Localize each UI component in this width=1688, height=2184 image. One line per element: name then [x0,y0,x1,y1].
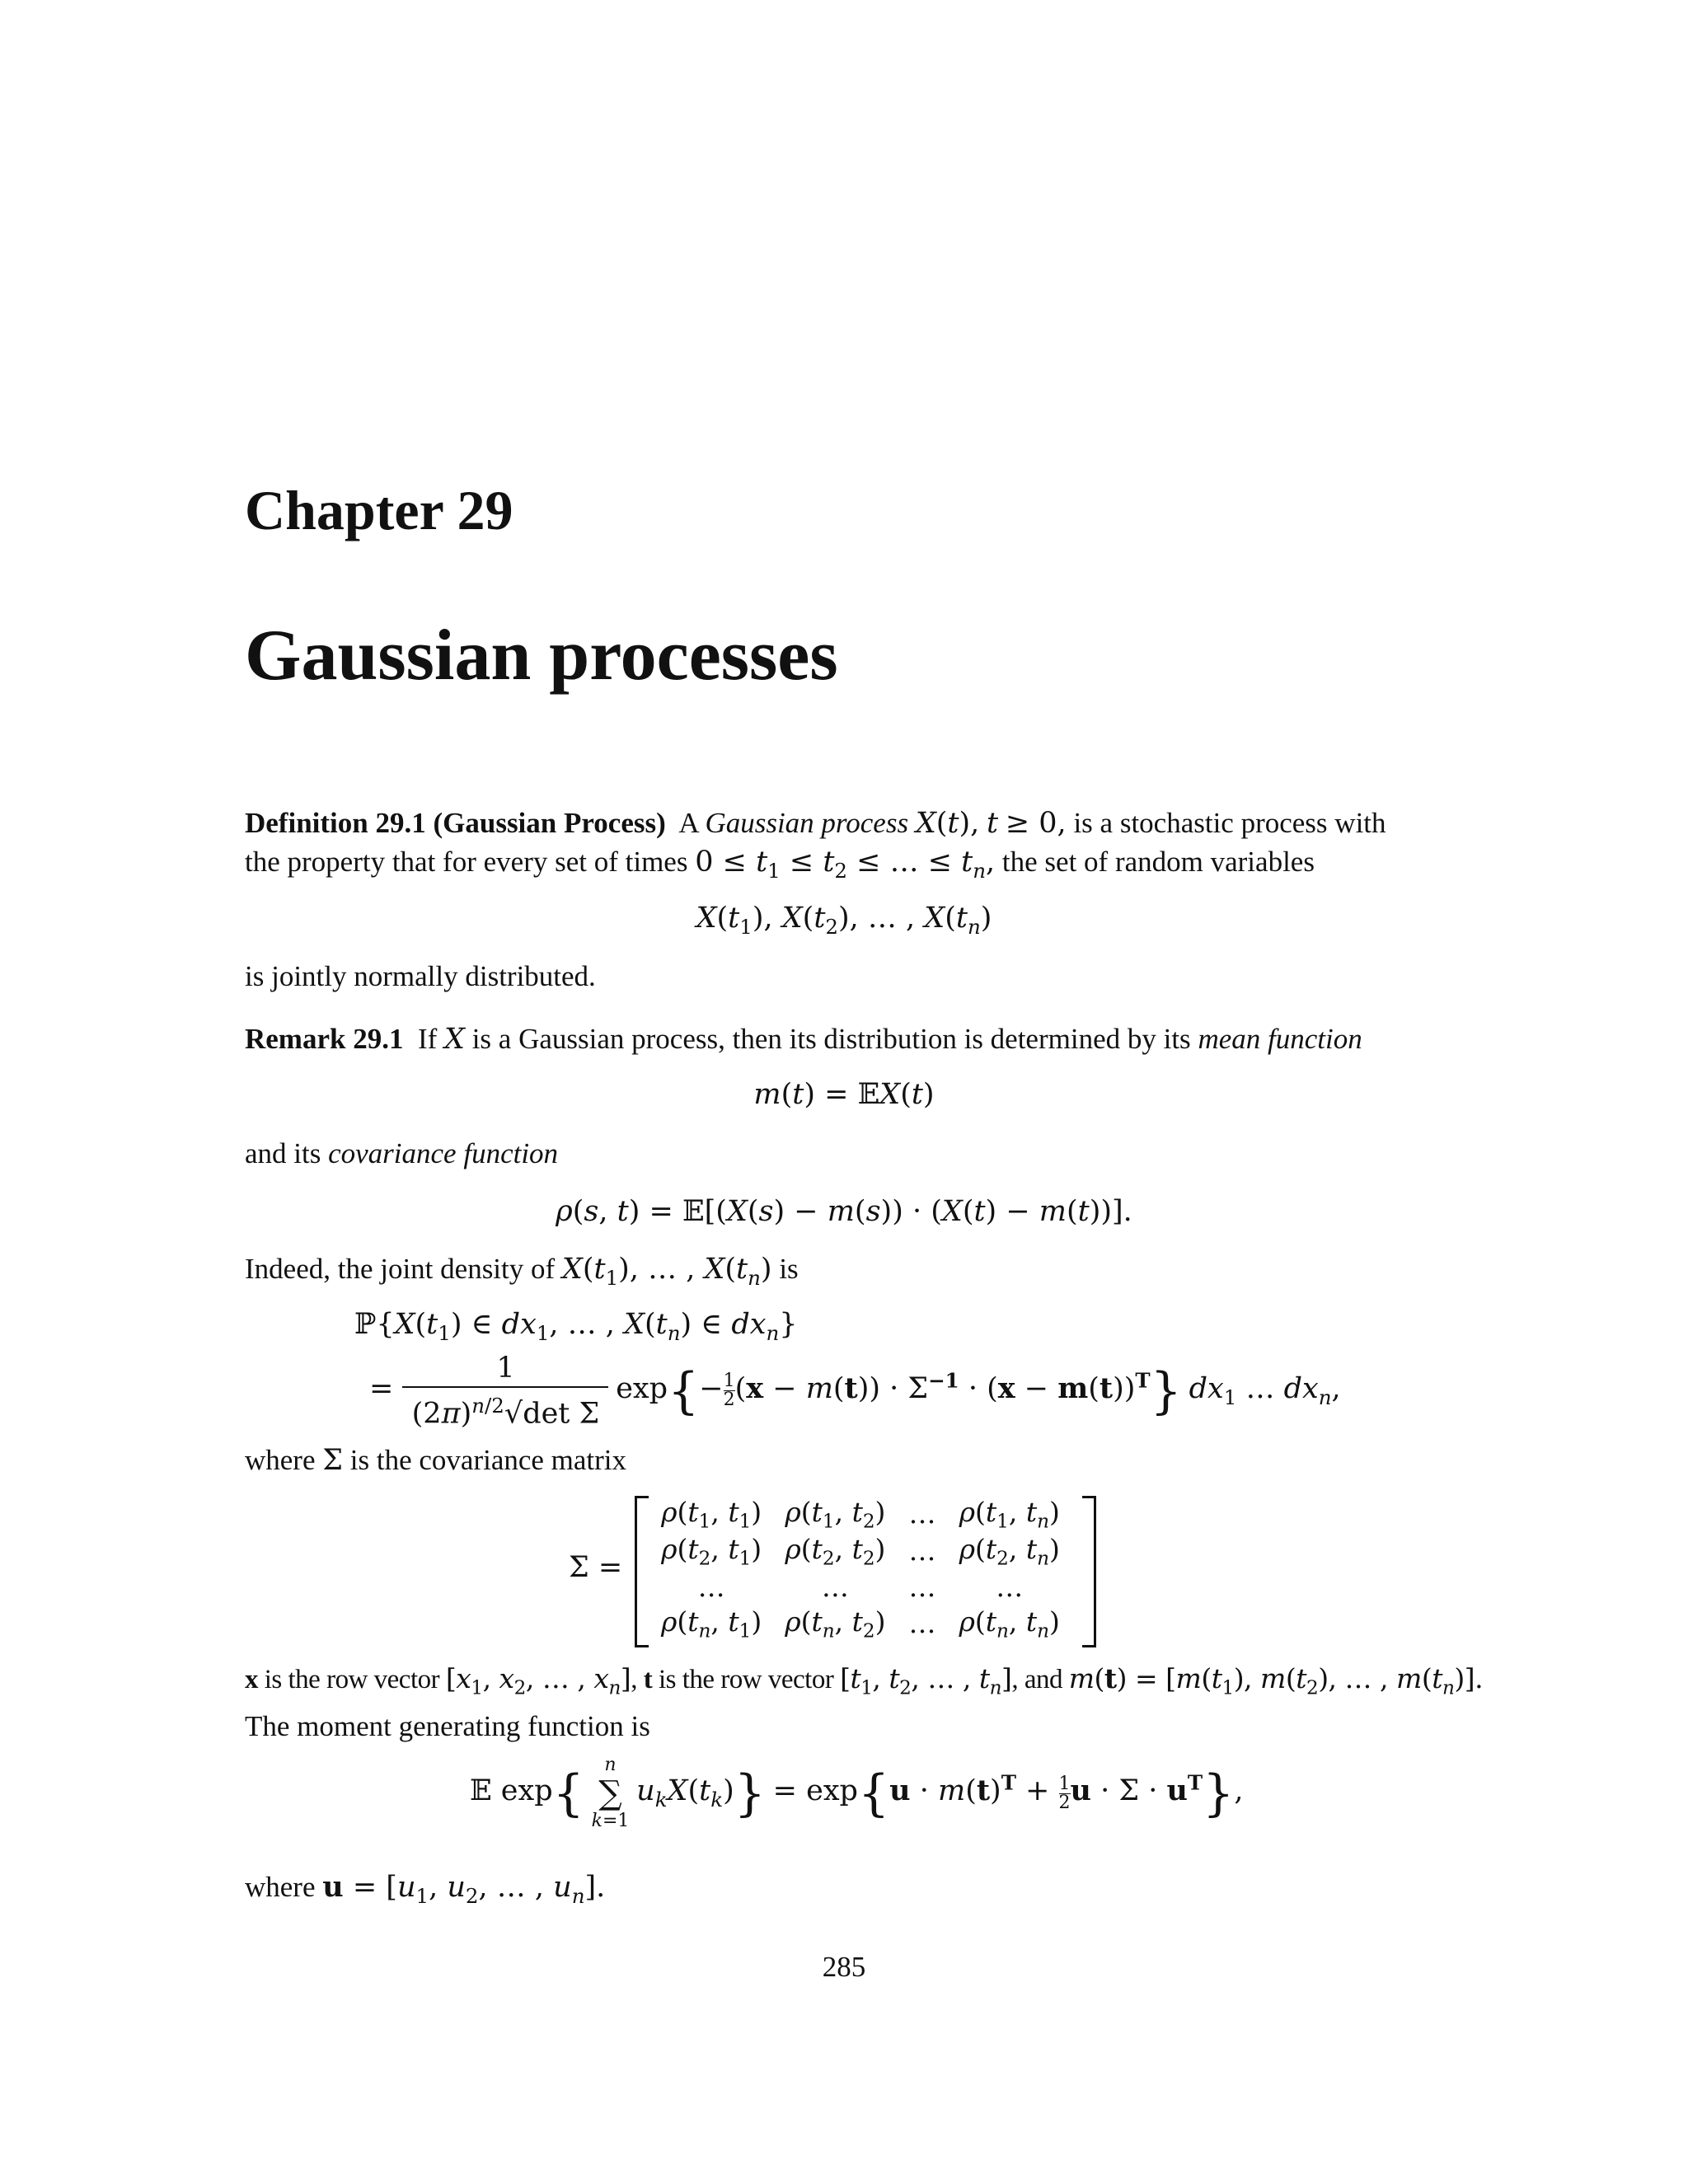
page-number: 285 [822,1951,866,1983]
definition-term: Gaussian process [705,807,909,839]
remark-line-7: where $u = [u_1$, $u_2$, … , $u_n$]. [245,1870,606,1908]
equation-covariance-function: ρ(s, t) = 𝔼[(X(s) − m(s)) · (X(t) − m(t))]. [556,1195,1132,1228]
definition-heading: Definition 29.1 (Gaussian Process) [245,807,666,839]
chapter-title: Gaussian processes [245,616,838,696]
definition-line-1: Definition 29.1 (Gaussian Process) A Gaussian process X(t), t ≥ 0, is a stochastic process with [245,807,1386,840]
chapter-label: Chapter 29 [245,479,513,541]
remark-line-2: and its covariance function [245,1137,559,1169]
covariance-matrix: $\rho(t_1$, $t_1$) $\rho(t_1$, $t_2$) … $\rho(t_1$, $t_n$) $\rho(t_2$, $t_1$) $\rho(t_2$, $t_2$) … $\rho(t_2$, $t_n$) … … … … $\rho(t_n$, $t_1$) $\rho(t_n$, $t_2$) … $\rho(t_n$, $t_n$) [635,1496,1096,1644]
equation-random-variables: $X(t_1)$, $X(t_2)$, … , $X(t_n)$ [696,902,992,939]
remark-heading: Remark 29.1 [245,1023,404,1055]
remark-line-5: x is the row vector [$x_1$, $x_2$, … , $x_n$], t is the row vector [$t_1$, $t_2$, … , $t_n$], and $m(t) = [m(t_1)$, $m(t_2)$, … , $m(t_n)$]. [245,1662,1484,1699]
equation-moment-generating: 𝔼 exp{ n ∑ k=1 $u_kX(t_k)\} = \exp\{u \cdot m(t)^T$ + $\frac{1}{2}$ $u \cdot \Sigma \cdot u^T$}, [470,1755,1244,1831]
remark-line-1: Remark 29.1 If X is a Gaussian process, then its distribution is determined by its mean function [245,1023,1362,1056]
definition-line-2: the property that for every set of times $0 \le t_1 \le t_2$ ≤ … ≤ $t_n$, the set of random variables [245,846,1315,883]
definition-line-3: is jointly normally distributed. [245,960,596,992]
equation-density-line-1: $ℙ\{X(t_1)$ ∈ $dx_1$, … , $X(t_n)$ ∈ $dx_n$} [354,1308,798,1345]
remark-line-6: The moment generating function is [245,1710,650,1742]
remark-line-3: Indeed, the joint density of $X(t_1)$, … , $X(t_n)$ is [245,1253,799,1290]
matrix-label: Σ = [569,1551,623,1584]
equation-density-line-2: = $\frac{1}{(2\pi)^{n/2}√\det \Sigma}$ exp{− $\frac{1}{2}$ $(x - m(t)) \cdot \Sigma^{-1} \cdot (x - m(t))^T$} $dx_1$ … $dx_n$, [369,1352,1341,1431]
equation-mean-function: m(t) = 𝔼X(t) [753,1078,935,1111]
remark-line-4: where Σ is the covariance matrix [245,1444,627,1477]
